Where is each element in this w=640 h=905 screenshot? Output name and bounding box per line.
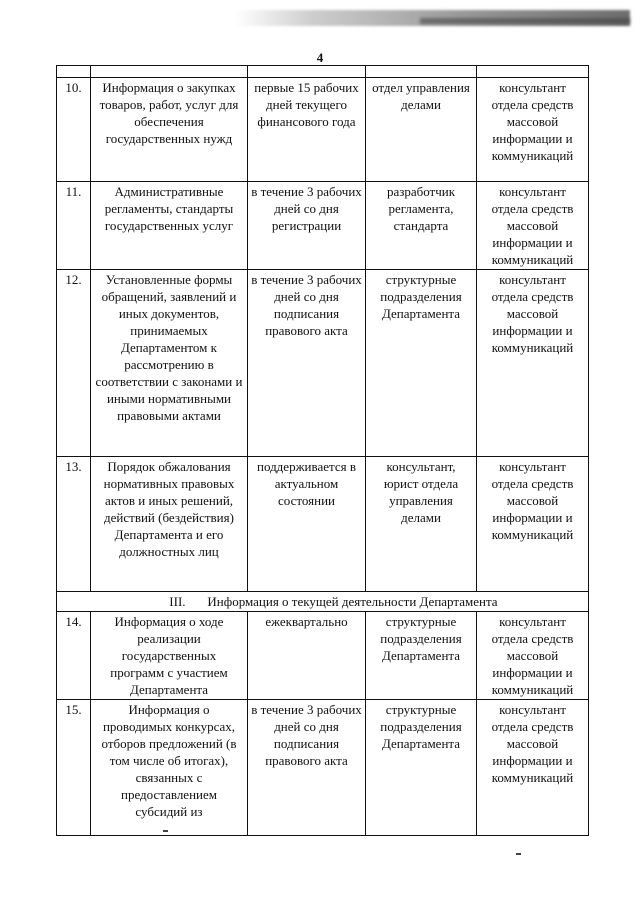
row-title: Информация о ходе реализации государственных программ с участием Департамента [91, 612, 248, 700]
row-number: 12. [57, 270, 91, 457]
row-publisher: консультант отдела средств массовой информации и коммуникаций [477, 700, 589, 836]
row-responsible: структурные подразделения Департамента [366, 270, 477, 457]
row-term: в течение 3 рабочих дней со дня подписания правового акта [248, 270, 366, 457]
header-stub-cell [248, 66, 366, 78]
row-publisher: консультант отдела средств массовой информации и коммуникаций [477, 182, 589, 270]
header-stub-cell [57, 66, 91, 78]
table-row [57, 182, 589, 270]
row-title: Информация о проводимых конкурсах, отборов предложений (в том числе об итогах), связанных с предоставлением субсидий из [91, 700, 248, 836]
row-number: 13. [57, 457, 91, 592]
header-stub-cell [477, 66, 589, 78]
table-row [57, 700, 589, 836]
table-header-stub [57, 66, 589, 78]
scan-artifact-dark [420, 18, 630, 24]
row-responsible: отдел управления делами [366, 78, 477, 182]
row-term: первые 15 рабочих дней текущего финансового года [248, 78, 366, 182]
page-number: 4 [316, 50, 324, 65]
row-number: 11. [57, 182, 91, 270]
section-number: III. [169, 594, 186, 609]
header-stub-cell [91, 66, 248, 78]
section-title: Информация о текущей деятельности Департамента [207, 594, 498, 609]
row-publisher: консультант отдела средств массовой информации и коммуникаций [477, 270, 589, 457]
section-heading [57, 592, 589, 612]
table-row [57, 457, 589, 592]
table-row [57, 612, 589, 700]
row-responsible: консультант, юрист отдела управления делами [366, 457, 477, 592]
row-responsible: структурные подразделения Департамента [366, 612, 477, 700]
table-row [57, 78, 589, 182]
row-publisher: консультант отдела средств массовой информации и коммуникаций [477, 612, 589, 700]
table-row [57, 270, 589, 457]
row-title: Порядок обжалования нормативных правовых актов и иных решений, действий (бездействия) Департамента и его должностных лиц [91, 457, 248, 592]
header-stub-cell [366, 66, 477, 78]
row-number: 10. [57, 78, 91, 182]
document-table [56, 65, 589, 836]
row-title: Установленные формы обращений, заявлений и иных документов, принимаемых Департаментом к рассмотрению в соответствии с законами и иными нормативными правовыми актами [91, 270, 248, 457]
row-publisher: консультант отдела средств массовой информации и коммуникаций [477, 457, 589, 592]
scan-speck [163, 830, 168, 832]
section-row [57, 592, 589, 612]
row-number: 14. [57, 612, 91, 700]
row-title: Административные регламенты, стандарты государственных услуг [91, 182, 248, 270]
row-publisher: консультант отдела средств массовой информации и коммуникаций [477, 78, 589, 182]
row-term: ежеквартально [248, 612, 366, 700]
row-responsible: структурные подразделения Департамента [366, 700, 477, 836]
row-term: поддерживается в актуальном состоянии [248, 457, 366, 592]
row-number: 15. [57, 700, 91, 836]
row-term: в течение 3 рабочих дней со дня регистрации [248, 182, 366, 270]
scan-speck [516, 853, 521, 855]
row-responsible: разработчик регламента, стандарта [366, 182, 477, 270]
row-term: в течение 3 рабочих дней со дня подписания правового акта [248, 700, 366, 836]
row-title: Информация о закупках товаров, работ, услуг для обеспечения государственных нужд [91, 78, 248, 182]
